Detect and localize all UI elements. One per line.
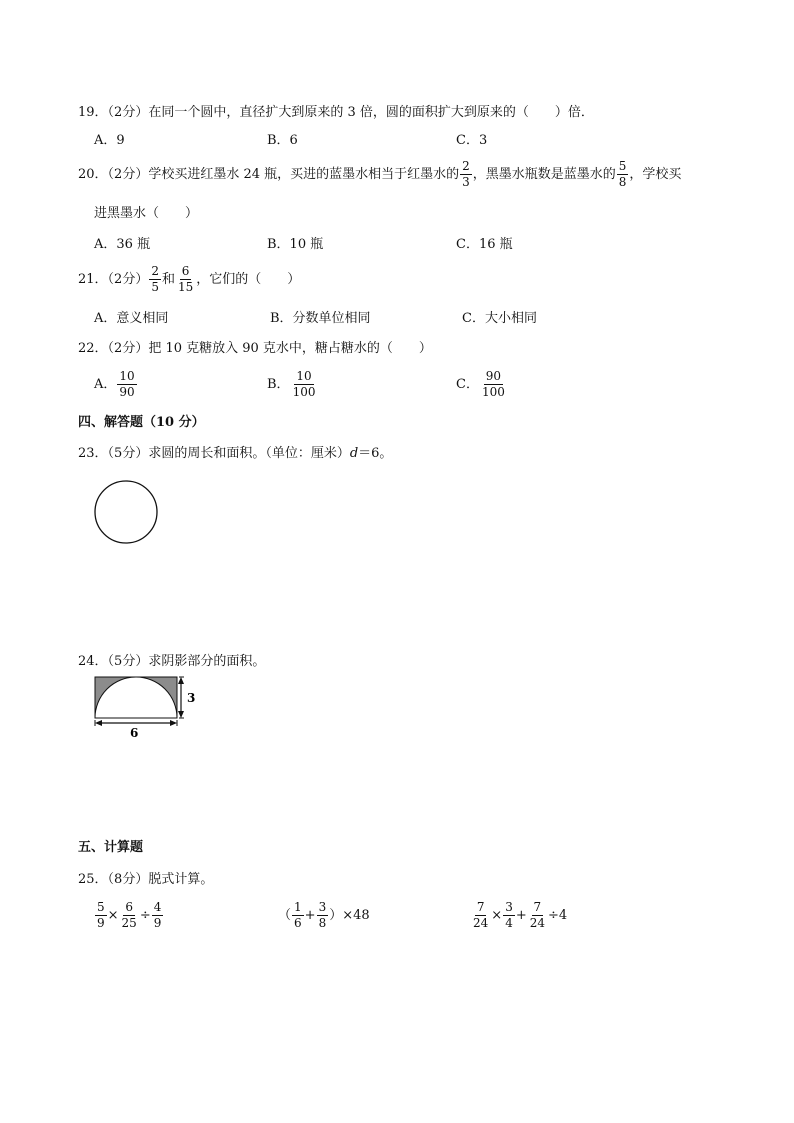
expression-1: $\frac{5}{9}$ × $\frac{6}{25}$ ÷ $\frac{4}{9}$: [97, 900, 162, 930]
question-20-option-c: C．16 瓶: [456, 237, 513, 252]
question-21-option-c: C．大小相同: [462, 311, 537, 326]
question-23-line: [78, 444, 392, 464]
question-20-fraction-2: $\frac{5}{8}$: [618, 159, 627, 189]
expression-3: $\frac{7}{24}$ × $\frac{3}{4}$ + $\frac{7}{24}$ ÷4: [473, 900, 568, 930]
question-23-text: 23．（5分）求圆的周长和面积。（单位：厘米）: [78, 446, 350, 461]
circle-shape: [95, 481, 157, 543]
question-21-mid: 和: [161, 272, 175, 287]
question-20-text-1: 20．（2分）学校买进红墨水 24 瓶，买进的蓝墨水相当于红墨水的: [78, 167, 460, 182]
question-21-fraction-1: $\frac{2}{5}$: [151, 264, 159, 294]
question-19-text: 19．（2分）在同一个圆中，直径扩大到原来的 3 倍，圆的面积扩大到原来的（ ）倍．: [78, 105, 594, 120]
question-20-line-1: [78, 160, 681, 189]
question-21-fraction-2: $\frac{6}{15}$: [177, 264, 194, 294]
question-20-text-4: 进黑墨水（ ）: [94, 206, 199, 221]
question-25-text: 25．（8分）脱式计算。: [78, 872, 214, 887]
question-23-equation: ＝6。: [358, 446, 393, 461]
question-23-variable: d: [349, 446, 359, 461]
question-22-option-c-fraction: $\frac{90}{100}$: [481, 369, 505, 399]
question-21-line: [78, 265, 300, 294]
question-22-option-b-fraction: $\frac{10}{100}$: [292, 369, 316, 399]
question-20-text-3: ，学校买: [629, 167, 682, 182]
question-19-option-b: B．6: [267, 133, 298, 148]
question-22-text: 22．（2分）把 10 克糖放入 90 克水中，糖占糖水的（ ）: [78, 341, 432, 356]
question-22-option-b: B． $\frac{10}{100}$: [267, 369, 316, 399]
question-21-prefix: 21．（2分）: [78, 272, 149, 287]
question-20-fraction-1: $\frac{2}{3}$: [462, 159, 470, 189]
question-19-option-a: A．9: [94, 133, 125, 148]
question-24-text: 24．（5分）求阴影部分的面积。: [78, 654, 266, 669]
question-24-shaded-figure: [88, 672, 208, 742]
question-22-option-a-fraction: $\frac{10}{90}$: [119, 369, 135, 399]
question-20-option-b: B．10 瓶: [267, 237, 324, 252]
question-22-option-c: C． $\frac{90}{100}$: [456, 369, 505, 399]
width-label: 6: [130, 726, 139, 740]
question-20-text-2: ，黑墨水瓶数是蓝墨水的: [472, 167, 616, 182]
question-21-suffix: ，它们的（ ）: [196, 272, 301, 287]
question-22-option-a: A． $\frac{10}{90}$: [94, 369, 135, 399]
expression-2: （ $\frac{1}{6}$ + $\frac{3}{8}$ ）×48: [278, 900, 370, 930]
height-label: 3: [187, 691, 196, 705]
section-4-title: 四、解答题（10 分）: [78, 415, 205, 430]
question-19-option-c: C．3: [456, 133, 488, 148]
section-5-title: 五、计算题: [78, 840, 144, 855]
question-20-option-a: A．36 瓶: [94, 237, 151, 252]
question-21-option-a: A．意义相同: [94, 311, 169, 326]
question-23-circle-figure: [92, 478, 162, 548]
question-21-option-b: B．分数单位相同: [270, 311, 371, 326]
